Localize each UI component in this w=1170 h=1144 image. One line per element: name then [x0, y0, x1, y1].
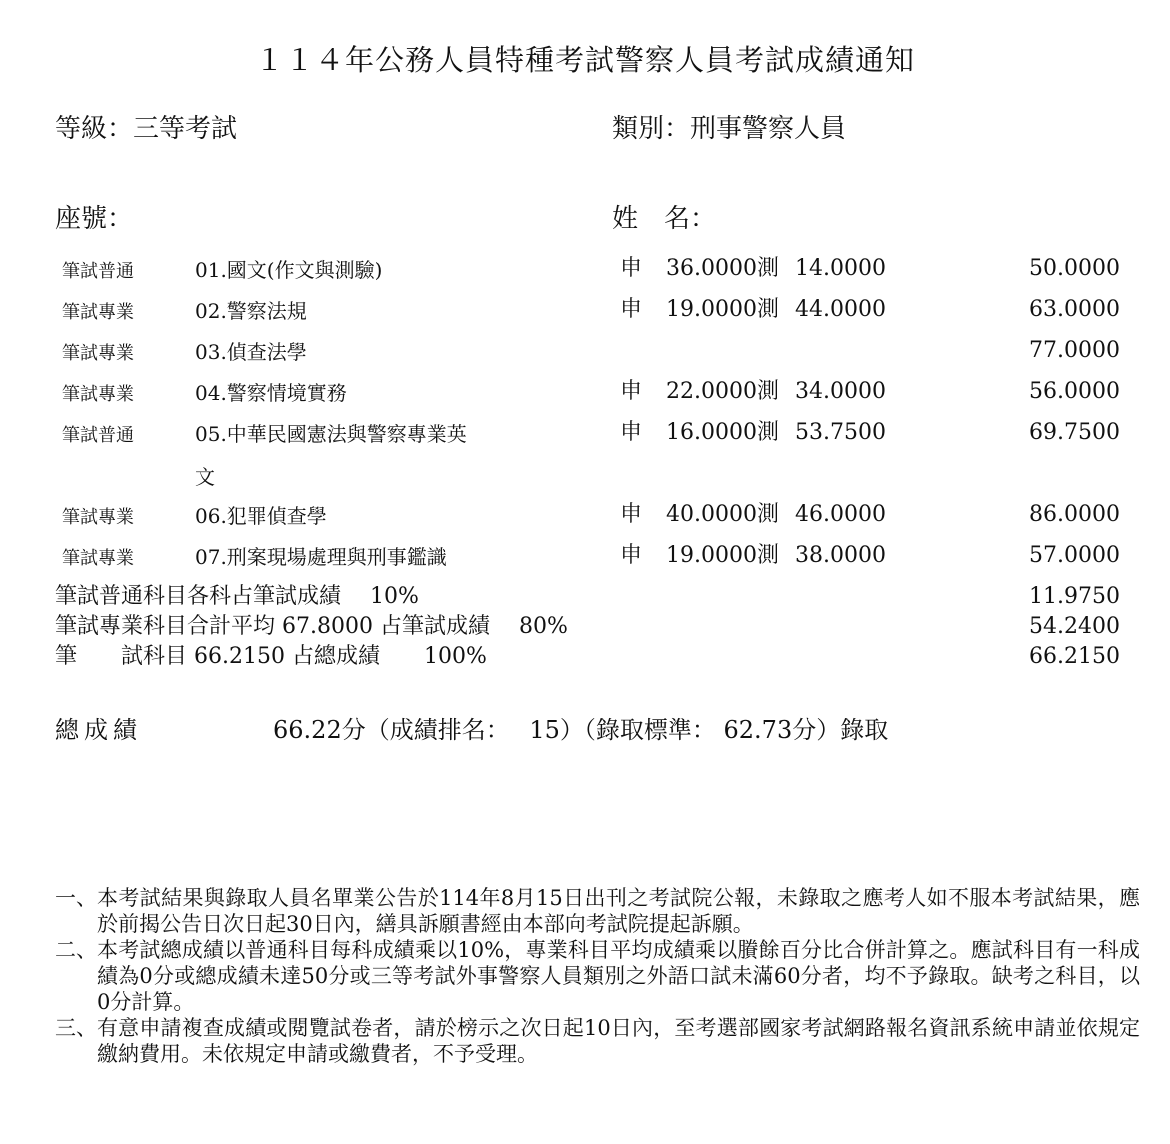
subject-breakdown [620, 502, 920, 528]
test-label: 測 [757, 502, 780, 527]
subject-breakdown [620, 543, 920, 569]
subject-total-score: 57.0000 [1029, 543, 1120, 568]
subject-name [195, 379, 620, 424]
subject-name [195, 256, 620, 301]
subject-name [195, 543, 620, 588]
subject-breakdown [620, 256, 920, 282]
essay-label: 申 [620, 420, 643, 445]
summary-score: 66.2150 [1029, 644, 1120, 669]
essay-label: 申 [620, 543, 643, 568]
test-label: 測 [757, 379, 780, 404]
subject-breakdown [620, 420, 920, 446]
subject-category: 筆試專業 [62, 548, 134, 569]
test-label: 測 [757, 420, 780, 445]
category-field [612, 108, 846, 145]
essay-score: 40.0000 [666, 502, 757, 527]
subject-total-score: 69.7500 [1029, 420, 1120, 445]
subject-name-line1: 06.犯罪偵查學 [195, 504, 327, 528]
essay-label: 申 [620, 297, 643, 322]
note-text: 本考試總成績以普通科目每科成績乘以10%，專業科目平均成績乘以賸餘百分比合併計算之。應試科目有一科成績為0分或總成績未達50分或三等考試外事警察人員類別之外語口試未滿60分者，均不予錄取。缺考之科目，以0分計算。 [97, 938, 1140, 1014]
test-label: 測 [757, 543, 780, 568]
essay-score: 16.0000 [666, 420, 757, 445]
subject-breakdown [620, 379, 920, 405]
test-score: 44.0000 [795, 297, 886, 322]
seat-field [55, 204, 133, 234]
test-label: 測 [757, 297, 780, 322]
note-number: 二、 [55, 938, 97, 962]
test-score: 53.7500 [795, 420, 886, 445]
grand-total-label: 總成績 [55, 716, 142, 744]
subject-breakdown [620, 297, 920, 323]
essay-label: 申 [620, 379, 643, 404]
page-title: １１４年公務人員特種考試警察人員考試成績通知 [254, 43, 915, 77]
subject-category: 筆試專業 [62, 507, 134, 528]
essay-label: 申 [620, 256, 643, 281]
grade-label: 等級： [55, 114, 134, 144]
subject-category: 筆試專業 [62, 384, 134, 405]
category-label: 類別： [612, 114, 691, 144]
subjects-table [0, 256, 1170, 584]
summary-row-general [0, 584, 1170, 614]
summary-section [0, 584, 1170, 674]
seat-label: 座號： [55, 204, 134, 234]
essay-score: 19.0000 [666, 543, 757, 568]
summary-score: 11.9750 [1029, 584, 1120, 609]
test-score: 38.0000 [795, 543, 886, 568]
summary-score: 54.2400 [1029, 614, 1120, 639]
note-item [55, 885, 1140, 937]
subject-name-line1: 02.警察法規 [195, 299, 307, 323]
note-number: 三、 [55, 1016, 97, 1040]
essay-label: 申 [620, 502, 643, 527]
note-text: 有意申請複查成績或閱覽試卷者，請於榜示之次日起10日內，至考選部國家考試網路報名資訊系統申請並依規定繳納費用。未依規定申請或繳費者，不予受理。 [97, 1016, 1140, 1066]
subject-category: 筆試普通 [62, 261, 134, 282]
note-text: 本考試結果與錄取人員名單業公告於114年8月15日出刊之考試院公報，未錄取之應考人如不服本考試結果，應於前揭公告日次日起30日內，繕具訴願書經由本部向考試院提起訴願。 [97, 886, 1140, 936]
subject-name-line1: 01.國文(作文與測驗) [195, 258, 383, 282]
subject-total-score: 86.0000 [1029, 502, 1120, 527]
test-score: 14.0000 [795, 256, 886, 281]
category-value: 刑事警察人員 [690, 114, 847, 144]
test-score: 34.0000 [795, 379, 886, 404]
table-row [0, 256, 1170, 297]
grand-total-row [55, 710, 1130, 745]
subject-total-score: 77.0000 [1029, 338, 1120, 363]
subject-name-line1: 05.中華民國憲法與警察專業英 [195, 422, 467, 446]
subject-breakdown [620, 338, 920, 364]
subject-name [195, 297, 620, 342]
note-number: 一、 [55, 886, 97, 910]
table-row [0, 338, 1170, 379]
subject-name-line2: 文 [195, 465, 215, 489]
subject-category: 筆試普通 [62, 425, 134, 446]
grade-category-row [55, 108, 1130, 145]
subject-name [195, 502, 620, 547]
subject-total-score: 63.0000 [1029, 297, 1120, 322]
subject-name-line1: 07.刑案現場處理與刑事鑑識 [195, 545, 447, 569]
grand-total-value: 66.22分（成績排名： 15）（錄取標準： 62.73分）錄取 [273, 716, 889, 744]
summary-label: 筆試普通科目各科占筆試成績 10% [55, 584, 419, 609]
subject-category: 筆試專業 [62, 343, 134, 364]
essay-score: 19.0000 [666, 297, 757, 322]
table-row [0, 502, 1170, 543]
subject-name [195, 338, 620, 383]
grade-value: 三等考試 [133, 114, 238, 144]
name-label: 姓 名： [612, 204, 717, 234]
summary-label: 筆試專業科目合計平均 67.8000 占筆試成績 80% [55, 614, 568, 639]
subject-total-score: 50.0000 [1029, 256, 1120, 281]
essay-score: 22.0000 [666, 379, 757, 404]
table-row [0, 420, 1170, 502]
table-row [0, 543, 1170, 584]
name-field [612, 198, 716, 235]
table-row [0, 379, 1170, 420]
subject-name-line1: 03.偵查法學 [195, 340, 307, 364]
note-item [55, 937, 1140, 1015]
test-score: 46.0000 [795, 502, 886, 527]
subject-category: 筆試專業 [62, 302, 134, 323]
note-item [55, 1015, 1140, 1067]
seat-name-row [55, 198, 1130, 235]
subject-total-score: 56.0000 [1029, 379, 1120, 404]
footer-notes [55, 885, 1140, 1067]
summary-row-written-total [0, 644, 1170, 674]
subject-name-line1: 04.警察情境實務 [195, 381, 347, 405]
essay-score: 36.0000 [666, 256, 757, 281]
subject-name [195, 420, 620, 490]
summary-row-professional [0, 614, 1170, 644]
summary-label: 筆 試科目 66.2150 占總成績 100% [55, 644, 487, 669]
test-label: 測 [757, 256, 780, 281]
grade-field [55, 114, 237, 144]
table-row [0, 297, 1170, 338]
